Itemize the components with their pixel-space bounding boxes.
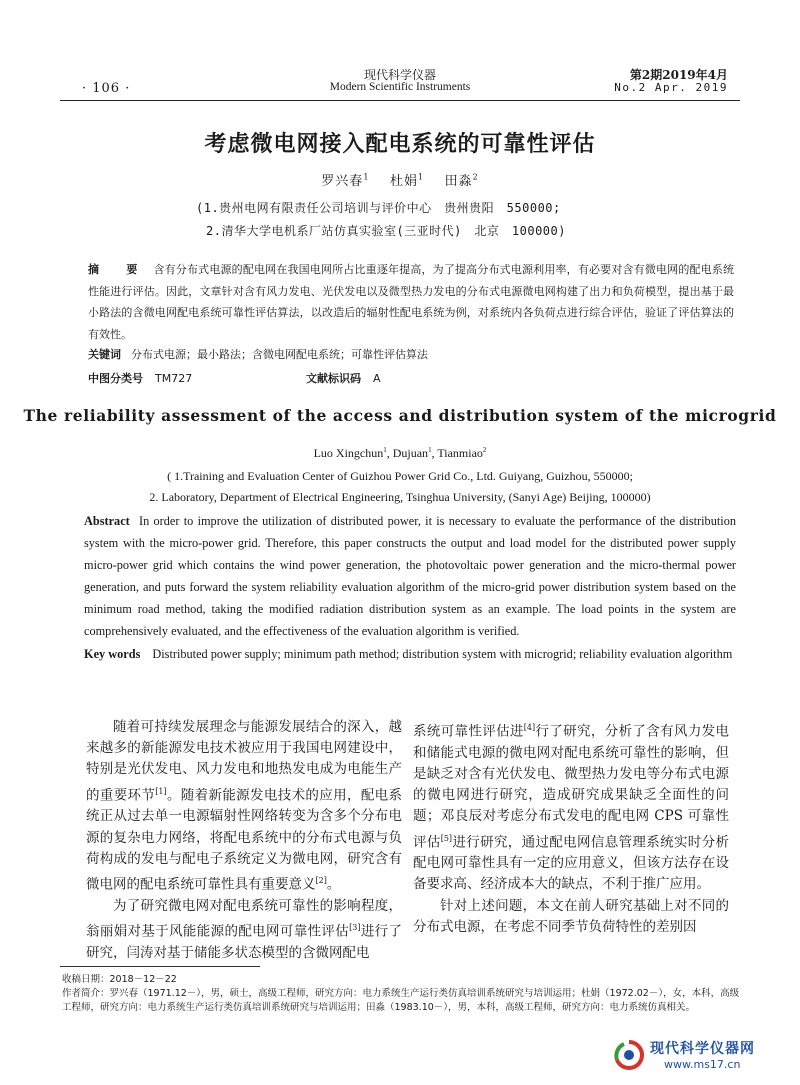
body-paragraph — [86, 717, 402, 896]
body-text: 为了研究微电网对配电系统可靠性的影响程度，翁丽娟对基于风能能源的配电网可靠性评估 — [86, 897, 402, 940]
citation-ref: [3] — [349, 922, 361, 932]
affiliation-en-2: 2. Laboratory, Department of Electrical Engineering, Tsinghua University, (Sanyi Age) Beijing, 100000) — [149, 490, 651, 504]
journal-name-cn: 现代科学仪器 — [363, 68, 436, 82]
body-text: 行了研究，分析了含有风力发电和储能式电源的微电网对配电系统可靠性的影响，但是缺乏对含有光伏发电、微型热力发电等分布式电源的微电网进行研究，造成研究成果缺乏全面性的问题；邓良辰对考虑分布式发电的配电网 CPS 可靠性评估 — [413, 723, 730, 851]
author-name: Luo Xingchun — [313, 446, 384, 460]
body-paragraph — [413, 717, 729, 896]
footnote-divider — [60, 966, 260, 967]
watermark-site-name: 现代科学仪器网 — [650, 1041, 755, 1057]
body-text: 进行了研究，闫涛对基于储能多状态模型的含微网配电 — [86, 923, 403, 961]
site-logo-icon — [612, 1038, 646, 1072]
author-sup: 1 — [363, 172, 370, 182]
abstract-en-label: Abstract — [84, 514, 130, 528]
classification-number — [88, 370, 192, 386]
classification-value: TM727 — [155, 372, 193, 385]
author-list-cn — [0, 170, 800, 189]
body-column-right — [413, 717, 729, 938]
keywords-en-label: Key words — [84, 647, 141, 661]
affiliation-en-1: ( 1.Training and Evaluation Center of Guizhou Power Grid Co., Ltd. Guiyang, Guizhou, 550000; — [167, 469, 633, 483]
keywords-cn-text: 分布式电源；最小路法；含微电网配电系统；可靠性评估算法 — [131, 348, 428, 361]
page-number: · 106 · — [82, 81, 131, 96]
classification-label: 中图分类号 — [88, 372, 143, 385]
author-name: 田淼 — [444, 174, 473, 189]
author-list-en: Luo Xingchun$^1$, Dujuan$^1$, Tianmiao$^2$ — [313, 446, 487, 460]
author-sup: 2 — [482, 446, 487, 454]
document-code-value: A — [373, 372, 381, 385]
body-text: 系统可靠性评估进 — [413, 723, 524, 740]
keywords-en-text: Distributed power supply; minimum path method; distribution system with microgrid; reliability evaluation algorithm — [152, 647, 733, 661]
author-sup: 1 — [428, 446, 432, 454]
author-name: 罗兴春 — [321, 174, 364, 189]
author-name: 杜娟 — [389, 174, 418, 189]
document-code-label: 文献标识码 — [306, 372, 361, 385]
citation-ref: [2] — [315, 875, 327, 885]
watermark-url: www.ms17.cn — [664, 1058, 741, 1071]
footnote — [62, 973, 742, 1015]
issue-info-cn: 第2期2019年4月 — [629, 68, 728, 82]
keywords-cn-label: 关键词 — [88, 348, 121, 361]
paper-title-en: The reliability assessment of the access and distribution system of the microgrid — [23, 406, 777, 425]
abstract-cn-text: 含有分布式电源的配电网在我国电网所占比重逐年提高，为了提高分布式电源利用率，有必要对含有微电网的配电系统性能进行评估。因此，文章针对含有风力发电、光伏发电以及微型热力发电的分布式电源微电网构建了出力和负荷模型，提出基于最小路法的含微电网配电系统可靠性评估算法，以改造后的辐射性配电系统为例，对系统内各负荷点进行综合评估，验证了评估算法的有效性。 — [88, 263, 734, 341]
citation-ref: [4] — [523, 723, 536, 732]
body-text: 。随着新能源发电技术的应用，配电系统正从过去单一电源辐射性网络转变为含多个分布电源的复杂电力网络，将配电系统中的分布式电源与负荷构成的发电与配电子系统定义为微电网，研究含有微电网的配电系统可靠性具有重要意义 — [86, 787, 403, 893]
abstract-en-text: In order to improve the utilization of distributed power, it is necessary to evaluate the performance of the distribution system with the micro-power grid. Therefore, this paper constructs the output and load model for the distributed power supply micro-power grid which contains the wind power generation, the photovoltaic power generation and the micro-thermal power generation, and puts forward the system reliability evaluation algorithm of the micro-grid power distribution system based on the minimum road method, taking the modified radiation distribution system as an example. The load points in the system are comprehensively evaluated, and the effectiveness of the evaluation algorithm is verified. — [84, 514, 736, 638]
abstract-cn — [88, 259, 734, 345]
author-name: Tianmiao — [437, 446, 483, 460]
keywords-en — [84, 643, 736, 665]
document-code — [306, 370, 381, 386]
site-watermark — [612, 1036, 782, 1076]
journal-name-en: Modern Scientific Instruments — [329, 81, 471, 93]
author-sup: 2 — [472, 172, 479, 182]
issue-info-en: No.2 Apr. 2019 — [614, 81, 728, 94]
body-paragraph: 针对上述问题，本文在前人研究基础上对不同的分布式电源，在考虑不同季节负荷特性的差别因 — [413, 897, 729, 935]
abstract-en — [84, 510, 736, 642]
author-name: Dujuan — [392, 446, 429, 460]
citation-ref: [5] — [440, 833, 453, 843]
affiliation-cn-2: 2.清华大学电机系厂站仿真实验室(三亚时代) 北京 100000) — [206, 224, 566, 238]
paper-title-cn: 考虑微电网接入配电系统的可靠性评估 — [204, 131, 596, 157]
author-sup: 1 — [417, 172, 425, 182]
body-paragraph — [86, 896, 402, 964]
received-date: 收稿日期：2018－12－22 — [62, 974, 177, 985]
body-text: 进行研究，通过配电网信息管理系统实时分析配电网可靠性具有一定的应用意义，但该方法存在设备要求高、经济成本大的缺点，不利于推广应用。 — [413, 834, 730, 893]
citation-ref: [1] — [155, 786, 167, 796]
body-column-left — [86, 717, 402, 964]
keywords-cn — [88, 346, 428, 362]
abstract-cn-label: 摘 要 — [88, 263, 146, 276]
author-bio: 作者简介：罗兴春（1971.12－），男，硕士，高级工程师，研究方向：电力系统生产运行类仿真培训系统研究与培训运用；杜娟（1972.02－），女，本科，高级工程师，研究方向：电力系统生产运行类仿真培训系统研究与培训运用；田淼（1983.10－），男，本科，高级工程师，研究方向：电力系统仿真相关。 — [62, 988, 740, 1013]
body-text: 。 — [326, 876, 341, 893]
body-text: 随着可持续发展理念与能源发展结合的深入，越来越多的新能源发电技术被应用于我国电网建设中，特别是光伏发电、风力发电和地热发电成为电能生产的重要环节 — [86, 719, 402, 804]
affiliation-cn-1: (1.贵州电网有限责任公司培训与评价中心 贵州贵阳 550000; — [196, 201, 561, 215]
author-sup: 1 — [383, 446, 387, 454]
header-divider — [60, 100, 740, 101]
